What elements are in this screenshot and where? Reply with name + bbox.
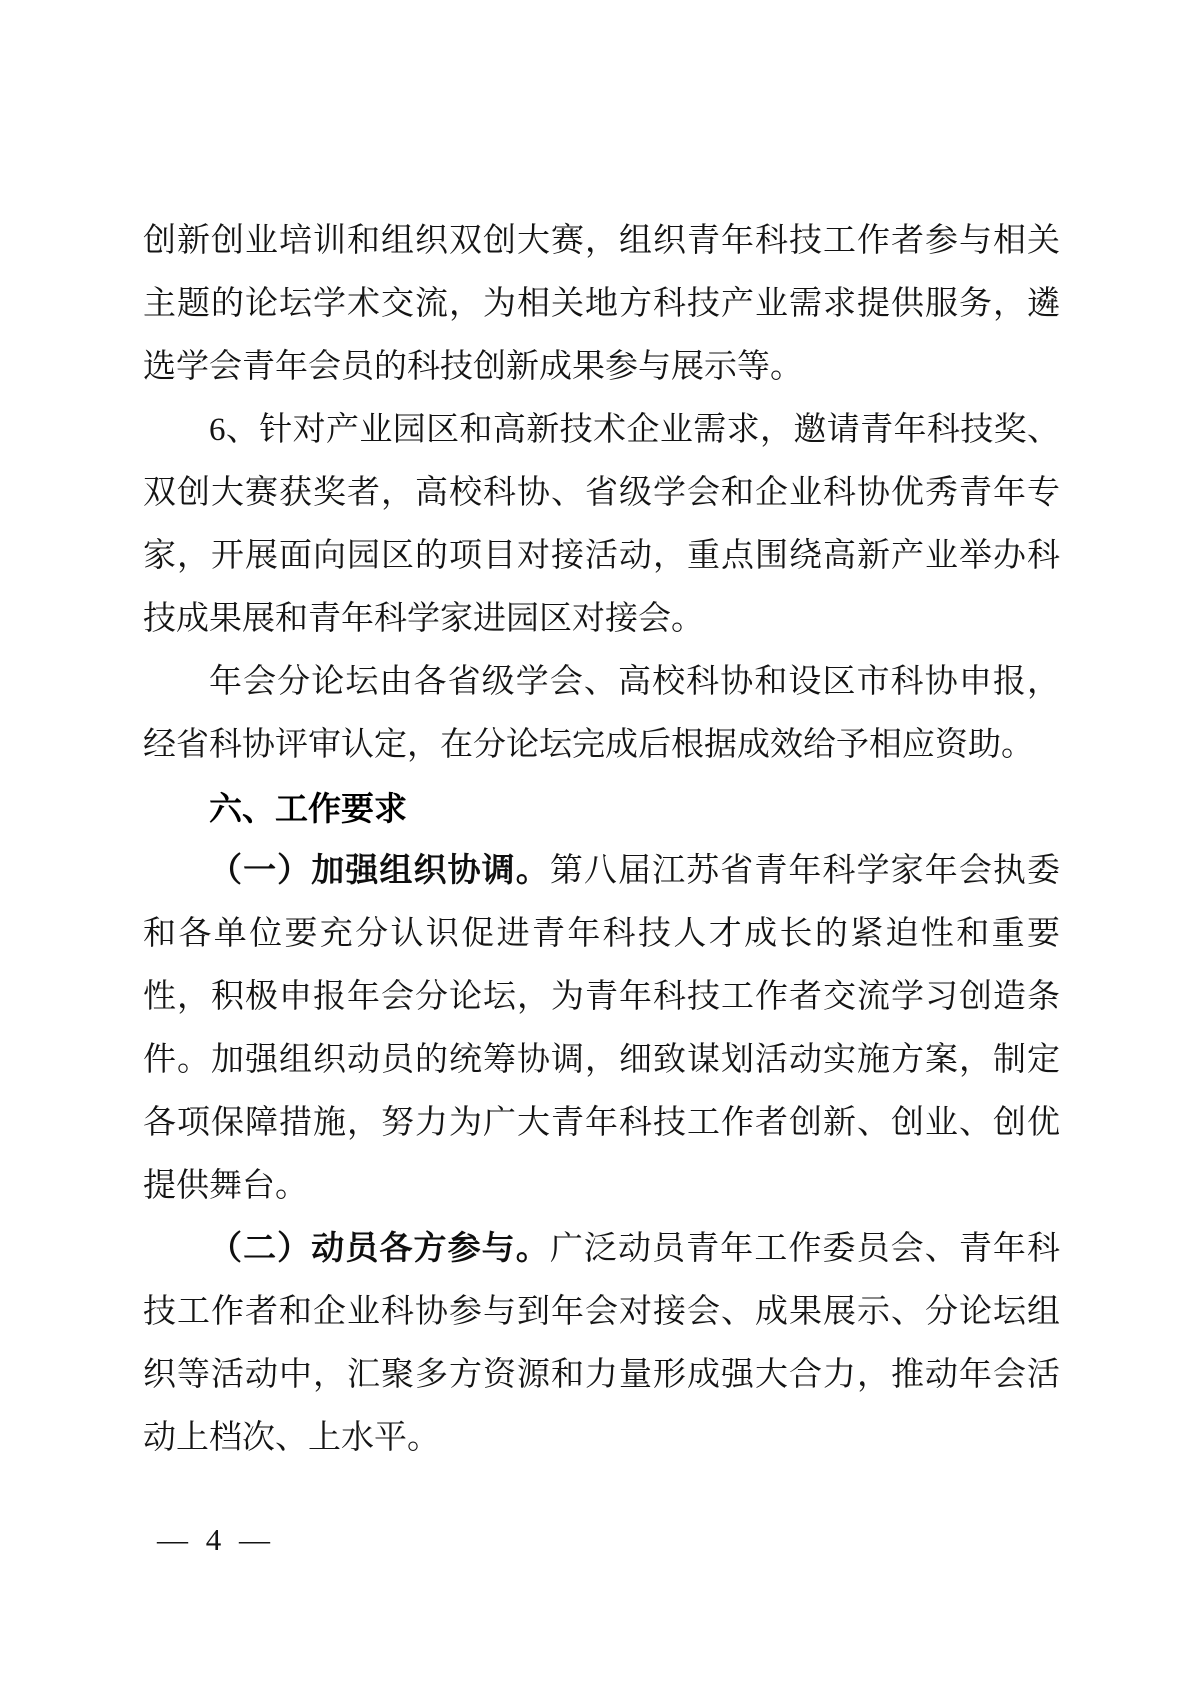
text-line <box>143 840 1060 903</box>
text-line: 选学会青年会员的科技创新成果参与展示等。 <box>143 349 803 385</box>
text-line: 动上档次、上水平。 <box>143 1420 440 1456</box>
page-number: — 4 — <box>157 1522 272 1557</box>
text-line: 件。加强组织动员的统筹协调，细致谋划活动实施方案，制定 <box>143 1042 1060 1078</box>
section-heading: 六、工作要求 <box>209 790 407 827</box>
text-line: 经省科协评审认定，在分论坛完成后根据成效给予相应资助。 <box>143 727 1034 763</box>
paragraph-lead: （一）加强组织协调。 <box>209 853 550 889</box>
text-line: 创新创业培训和组织双创大赛，组织青年科技工作者参与相关 <box>143 223 1060 259</box>
text-line: 各项保障措施，努力为广大青年科技工作者创新、创业、创优 <box>143 1105 1060 1141</box>
text-line: 主题的论坛学术交流，为相关地方科技产业需求提供服务，遴 <box>143 286 1060 322</box>
text-line: 织等活动中，汇聚多方资源和力量形成强大合力，推动年会活 <box>143 1357 1060 1393</box>
text-line: 年会分论坛由各省级学会、高校科协和设区市科协申报， <box>209 664 1060 700</box>
text-line <box>143 1218 1060 1281</box>
text-line: 性，积极申报年会分论坛，为青年科技工作者交流学习创造条 <box>143 979 1060 1015</box>
text-line: 6、针对产业园区和高新技术企业需求，邀请青年科技奖、 <box>209 412 1060 448</box>
text-line: 家，开展面向园区的项目对接活动，重点围绕高新产业举办科 <box>143 538 1060 574</box>
paragraph-text: 第八届江苏省青年科学家年会执委 <box>549 853 1061 889</box>
text-line: 技成果展和青年科学家进园区对接会。 <box>143 601 704 637</box>
document-body <box>143 210 1060 1470</box>
paragraph-lead: （二）动员各方参与。 <box>209 1231 550 1267</box>
paragraph-text: 广泛动员青年工作委员会、青年科 <box>549 1231 1061 1267</box>
text-line: 技工作者和企业科协参与到年会对接会、成果展示、分论坛组 <box>143 1294 1060 1330</box>
text-line: 双创大赛获奖者，高校科协、省级学会和企业科协优秀青年专 <box>143 475 1060 511</box>
text-line: 和各单位要充分认识促进青年科技人才成长的紧迫性和重要 <box>143 916 1060 952</box>
text-line: 提供舞台。 <box>143 1168 308 1204</box>
